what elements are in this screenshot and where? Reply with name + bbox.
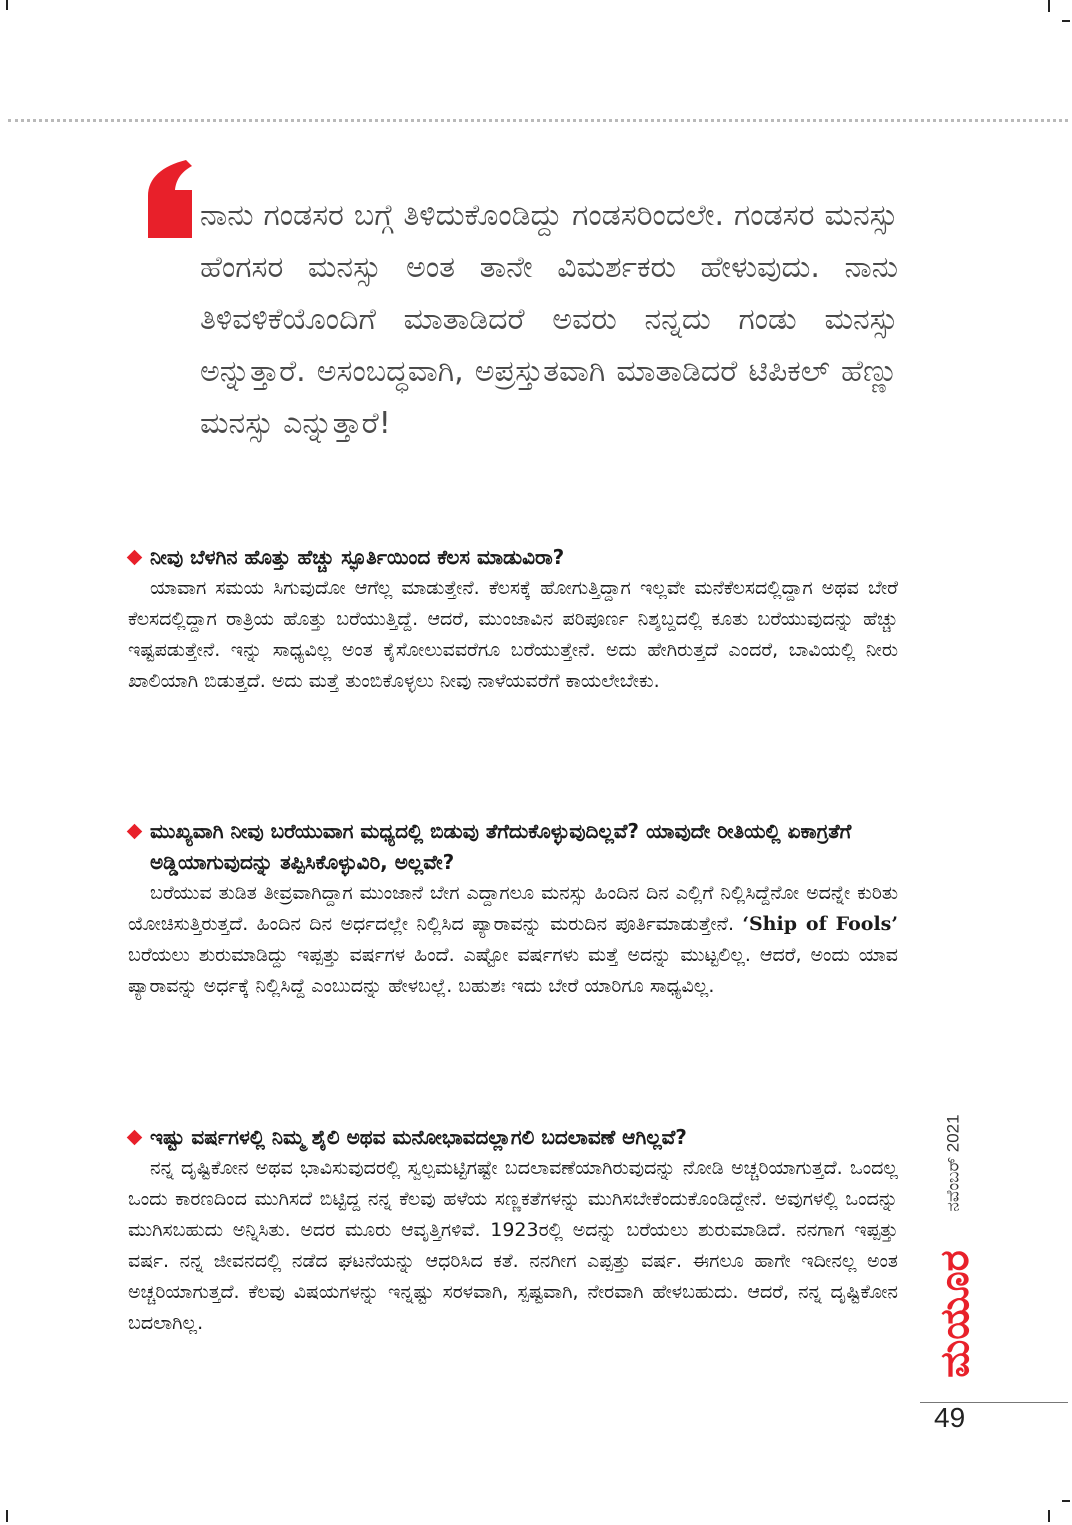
diamond-bullet-icon (127, 824, 143, 840)
crop-mark-bottom-right (1048, 1510, 1050, 1522)
question-text: ಮುಖ್ಯವಾಗಿ ನೀವು ಬರೆಯುವಾಗ ಮಧ್ಯದಲ್ಲಿ ಬಿಡುವು ತೆಗೆದುಕೊಳ್ಳುವುದಿಲ್ಲವೆ? ಯಾವುದೇ ರೀತಿಯಲ್ಲಿ ಏಕಾಗ್ರತೆಗೆ ಅಡ್ಡಿಯಾಗುವುದನ್ನು ತಪ್ಪಿಸಿಕೊಳ್ಳುವಿರಿ, ಅಲ್ಲವೇ? (150, 819, 852, 874)
qa-block-2 (128, 816, 898, 1002)
crop-mark-bottom-left (6, 1510, 8, 1522)
question (128, 542, 898, 573)
page-number: 49 (934, 1402, 966, 1433)
answer-text: ಬರೆಯುವ ತುಡಿತ ತೀವ್ರವಾಗಿದ್ದಾಗ ಮುಂಜಾನೆ ಬೇಗ ಎದ್ದಾಗಲೂ ಮನಸ್ಸು ಹಿಂದಿನ ದಿನ ಎಲ್ಲಿಗೆ ನಿಲ್ಲಿಸಿದ್ದೆನೋ ಅದನ್ನೇ ಕುರಿತು ಯೋಚಿಸುತ್ತಿರುತ್ತದೆ. ಹಿಂದಿನ ದಿನ ಅರ್ಧದಲ್ಲೇ ನಿಲ್ಲಿಸಿದ ಪ್ಯಾರಾವನ್ನು ಮರುದಿನ ಪೂರ್ತಿಮಾಡುತ್ತೇನೆ. (128, 882, 898, 935)
question (128, 1122, 898, 1153)
qa-block-1 (128, 542, 898, 697)
quote-open-icon (148, 160, 192, 238)
diamond-bullet-icon (127, 550, 143, 566)
question-text: ನೀವು ಬೆಳಗಿನ ಹೊತ್ತು ಹೆಚ್ಚು ಸ್ಫೂರ್ತಿಯಿಂದ ಕೆಲಸ ಮಾಡುವಿರಾ? (150, 545, 565, 569)
crop-mark-top-left (6, 0, 8, 10)
crop-mark-right-lower (1062, 1500, 1070, 1502)
crop-mark-right-upper (1062, 20, 1070, 22)
question (128, 816, 898, 878)
diamond-bullet-icon (127, 1130, 143, 1146)
qa-block-3 (128, 1122, 898, 1339)
issue-date: ನವೆಂಬರ್ 2021 (944, 1114, 964, 1212)
answer: ನನ್ನ ದೃಷ್ಟಿಕೋನ ಅಥವ ಭಾವಿಸುವುದರಲ್ಲಿ ಸ್ವಲ್ಪಮಟ್ಟಿಗಷ್ಟೇ ಬದಲಾವಣೆಯಾಗಿರುವುದನ್ನು ನೋಡಿ ಅಚ್ಚರಿಯಾಗುತ್ತದೆ. ಒಂದಲ್ಲ ಒಂದು ಕಾರಣದಿಂದ ಮುಗಿಸದೆ ಬಿಟ್ಟಿದ್ದ ನನ್ನ ಕೆಲವು ಹಳೆಯ ಸಣ್ಣಕತೆಗಳನ್ನು ಮುಗಿಸಬೇಕೆಂದುಕೊಂಡಿದ್ದೇನೆ. ಅವುಗಳಲ್ಲಿ ಒಂದನ್ನು ಮುಗಿಸಬಹುದು ಅನ್ನಿಸಿತು. ಅದರ ಮೂರು ಆವೃತ್ತಿಗಳಿವೆ. 1923ರಲ್ಲಿ ಅದನ್ನು ಬರೆಯಲು ಶುರುಮಾಡಿದೆ. ನನಗಾಗ ಇಪ್ಪತ್ತು ವರ್ಷ. ನನ್ನ ಜೀವನದಲ್ಲಿ ನಡೆದ ಘಟನೆಯನ್ನು ಆಧರಿಸಿದ ಕತೆ. ನನಗೀಗ ಎಪ್ಪತ್ತು ವರ್ಷ. ಈಗಲೂ ಹಾಗೇ ಇದೀನಲ್ಲ ಅಂತ ಅಚ್ಚರಿಯಾಗುತ್ತದೆ. ಕೆಲವು ವಿಷಯಗಳನ್ನು ಇನ್ನಷ್ಟು ಸರಳವಾಗಿ, ಸ್ಪಷ್ಟವಾಗಿ, ನೇರವಾಗಿ ಹೇಳಬಹುದು. ಆದರೆ, ನನ್ನ ದೃಷ್ಟಿಕೋನ ಬದಲಾಗಿಲ್ಲ. (128, 1157, 898, 1334)
answer-text: ಬರೆಯಲು ಶುರುಮಾಡಿದ್ದು ಇಪ್ಪತ್ತು ವರ್ಷಗಳ ಹಿಂದೆ. ಎಷ್ಟೋ ವರ್ಷಗಳು ಮತ್ತೆ ಅದನ್ನು ಮುಟ್ಟಲಿಲ್ಲ. ಆದರೆ, ಅಂದು ಯಾವ ಪ್ಯಾರಾವನ್ನು ಅರ್ಧಕ್ಕೆ ನಿಲ್ಲಿಸಿದ್ದೆ ಎಂಬುದನ್ನು ಹೇಳಬಲ್ಲೆ. ಬಹುಶಃ ಇದು ಬೇರೆ ಯಾರಿಗೂ ಸಾಧ್ಯವಿಲ್ಲ. (128, 944, 898, 997)
answer (128, 878, 898, 1002)
pull-quote: ನಾನು ಗಂಡಸರ ಬಗ್ಗೆ ತಿಳಿದುಕೊಂಡಿದ್ದು ಗಂಡಸರಿಂದಲೇ. ಗಂಡಸರ ಮನಸ್ಸು ಹೆಂಗಸರ ಮನಸ್ಸು ಅಂತ ತಾನೇ ವಿಮರ್ಶಕರು ಹೇಳುವುದು. ನಾನು ತಿಳಿವಳಿಕೆಯೊಂದಿಗೆ ಮಾತಾಡಿದರೆ ಅವರು ನನ್ನದು ಗಂಡು ಮನಸ್ಸು ಅನ್ನುತ್ತಾರೆ. ಅಸಂಬದ್ಧವಾಗಿ, ಅಪ್ರಸ್ತುತವಾಗಿ ಮಾತಾಡಿದರೆ ಟಿಪಿಕಲ್ ಹೆಣ್ಣು ಮನಸ್ಸು ಎನ್ನುತ್ತಾರೆ! (200, 198, 898, 441)
crop-mark-top-right (1048, 0, 1050, 12)
book-title: ‘Ship of Fools’ (742, 913, 898, 935)
dotted-divider (8, 119, 1068, 122)
magazine-logo: ಮಯೂರ (932, 1249, 978, 1378)
answer: ಯಾವಾಗ ಸಮಯ ಸಿಗುವುದೋ ಆಗೆಲ್ಲ ಮಾಡುತ್ತೇನೆ. ಕೆಲಸಕ್ಕೆ ಹೋಗುತ್ತಿದ್ದಾಗ ಇಲ್ಲವೇ ಮನೆಕೆಲಸದಲ್ಲಿದ್ದಾಗ ಅಥವ ಬೇರೆ ಕೆಲಸದಲ್ಲಿದ್ದಾಗ ರಾತ್ರಿಯ ಹೊತ್ತು ಬರೆಯುತ್ತಿದ್ದೆ. ಆದರೆ, ಮುಂಜಾವಿನ ಪರಿಪೂರ್ಣ ನಿಶ್ಶಬ್ದದಲ್ಲಿ ಕೂತು ಬರೆಯುವುದನ್ನು ಹೆಚ್ಚು ಇಷ್ಟಪಡುತ್ತೇನೆ. ಇನ್ನು ಸಾಧ್ಯವಿಲ್ಲ ಅಂತ ಕೈಸೋಲುವವರೆಗೂ ಬರೆಯುತ್ತೇನೆ. ಅದು ಹೇಗಿರುತ್ತದೆ ಎಂದರೆ, ಬಾವಿಯಲ್ಲಿ ನೀರು ಖಾಲಿಯಾಗಿ ಬಿಡುತ್ತದೆ. ಅದು ಮತ್ತೆ ತುಂಬಿಕೊಳ್ಳಲು ನೀವು ನಾಳೆಯವರೆಗೆ ಕಾಯಲೇಬೇಕು. (128, 577, 898, 692)
question-text: ಇಷ್ಟು ವರ್ಷಗಳಲ್ಲಿ ನಿಮ್ಮ ಶೈಲಿ ಅಥವ ಮನೋಭಾವದಲ್ಲಾಗಲಿ ಬದಲಾವಣೆ ಆಗಿಲ್ಲವೆ? (150, 1125, 687, 1149)
